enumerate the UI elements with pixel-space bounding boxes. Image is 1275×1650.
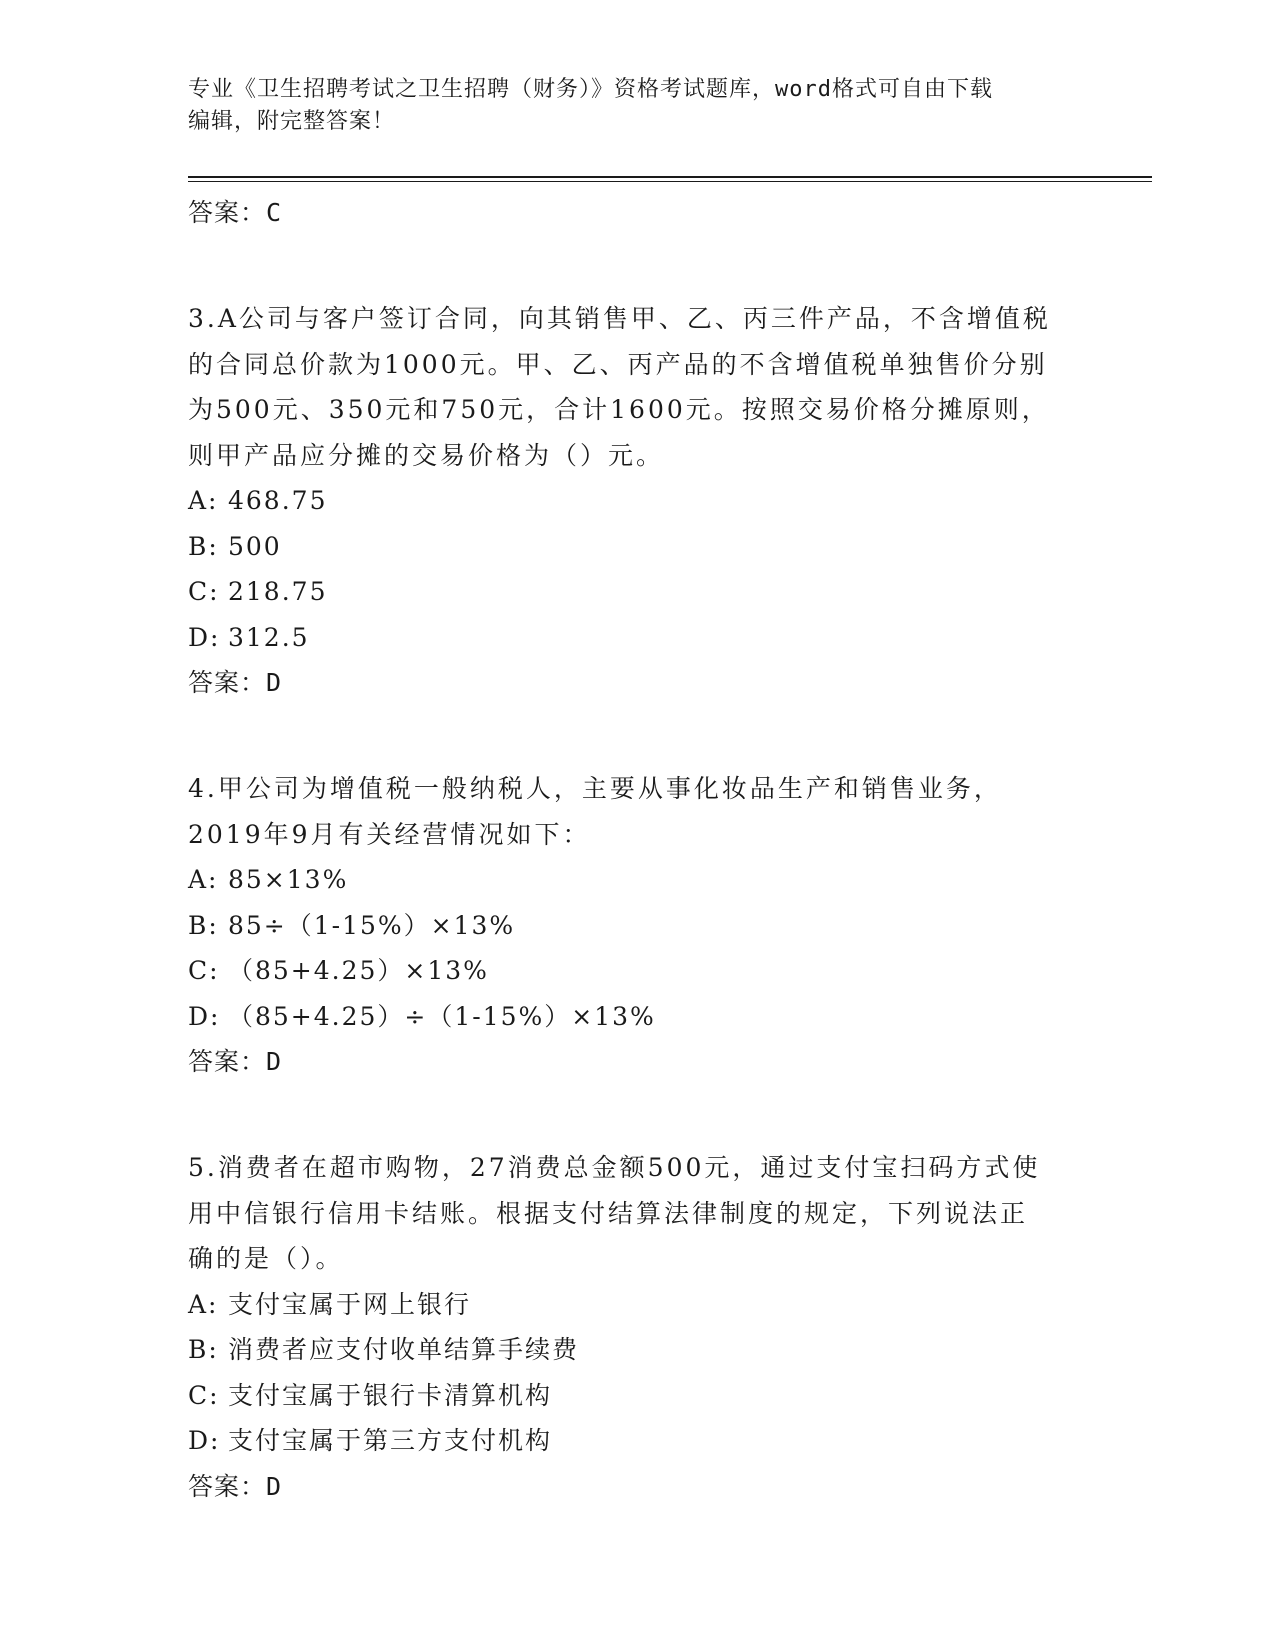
question-line: 3.A公司与客户签订合同，向其销售甲、乙、丙三件产品，不含增值税 [188, 304, 1051, 333]
option-d [188, 615, 1088, 661]
option-key: B: [188, 531, 219, 561]
option-key: B: [188, 1335, 219, 1364]
document-header [188, 74, 1088, 138]
option-key: A: [188, 1289, 219, 1319]
option-text: 支付宝属于银行卡清算机构 [228, 1380, 553, 1410]
option-text: 468.75 [228, 486, 328, 515]
option-d [188, 1418, 1088, 1464]
option-text: 85×13% [228, 865, 349, 894]
question-list [188, 190, 1088, 1510]
header-line-2: 编辑，附完整答案！ [188, 109, 396, 134]
option-text: 500 [228, 531, 282, 561]
answer-line: 答案：D [188, 1047, 283, 1076]
option-b [188, 524, 1088, 570]
question-line: 确的是（）。 [188, 1244, 344, 1273]
option-a [188, 478, 1088, 524]
option-a [188, 857, 1088, 903]
option-c [188, 948, 1088, 994]
question-3 [188, 296, 1088, 706]
option-key: B: [188, 910, 219, 940]
question-text [188, 1145, 1088, 1282]
option-text: 312.5 [228, 622, 310, 652]
question-line: 用中信银行信用卡结账。根据支付结算法律制度的规定，下列说法正 [188, 1198, 1029, 1228]
option-text: 218.75 [228, 577, 328, 606]
option-text: （85+4.25）÷（1-15%）×13% [228, 1001, 656, 1031]
answer-line: 答案：D [188, 668, 283, 697]
question-line: 的合同总价款为1000元。甲、乙、丙产品的不含增值税单独售价分别 [188, 349, 1048, 379]
question-line: 2019年9月有关经营情况如下： [188, 819, 591, 849]
option-text: 85÷（1-15%）×13% [228, 910, 516, 940]
question-line: 为500元、350元和750元，合计1600元。按照交易价格分摊原则， [188, 395, 1050, 424]
header-divider-thin [188, 181, 1152, 182]
question-line: 则甲产品应分摊的交易价格为（）元。 [188, 440, 665, 470]
option-key: C: [188, 577, 220, 606]
option-key: C: [188, 1380, 220, 1410]
option-c [188, 569, 1088, 615]
question-text [188, 766, 1088, 857]
question-text [188, 296, 1088, 478]
question-4 [188, 766, 1088, 1085]
option-key: A: [188, 486, 219, 515]
option-key: D: [188, 1426, 221, 1455]
option-a [188, 1282, 1088, 1328]
option-c [188, 1373, 1088, 1419]
option-text: 支付宝属于网上银行 [228, 1289, 472, 1319]
question-line: 4.甲公司为增值税一般纳税人，主要从事化妆品生产和销售业务， [188, 774, 1002, 803]
option-key: C: [188, 956, 220, 985]
previous-answer: 答案：C [188, 198, 283, 227]
option-text: （85+4.25）×13% [228, 956, 489, 985]
option-key: D: [188, 1001, 221, 1031]
option-text: 消费者应支付收单结算手续费 [228, 1335, 580, 1364]
option-b [188, 1327, 1088, 1373]
option-key: A: [188, 865, 219, 894]
answer-line: 答案：D [188, 1471, 283, 1501]
option-text: 支付宝属于第三方支付机构 [228, 1426, 553, 1455]
header-divider-thick [188, 176, 1152, 178]
option-d [188, 994, 1088, 1040]
option-b [188, 903, 1088, 949]
question-5 [188, 1145, 1088, 1510]
question-line: 5.消费者在超市购物，27消费总金额500元，通过支付宝扫码方式使 [188, 1153, 1041, 1182]
option-key: D: [188, 622, 221, 652]
header-line-1: 专业《卫生招聘考试之卫生招聘（财务）》资格考试题库，word格式可自由下载 [188, 77, 993, 102]
